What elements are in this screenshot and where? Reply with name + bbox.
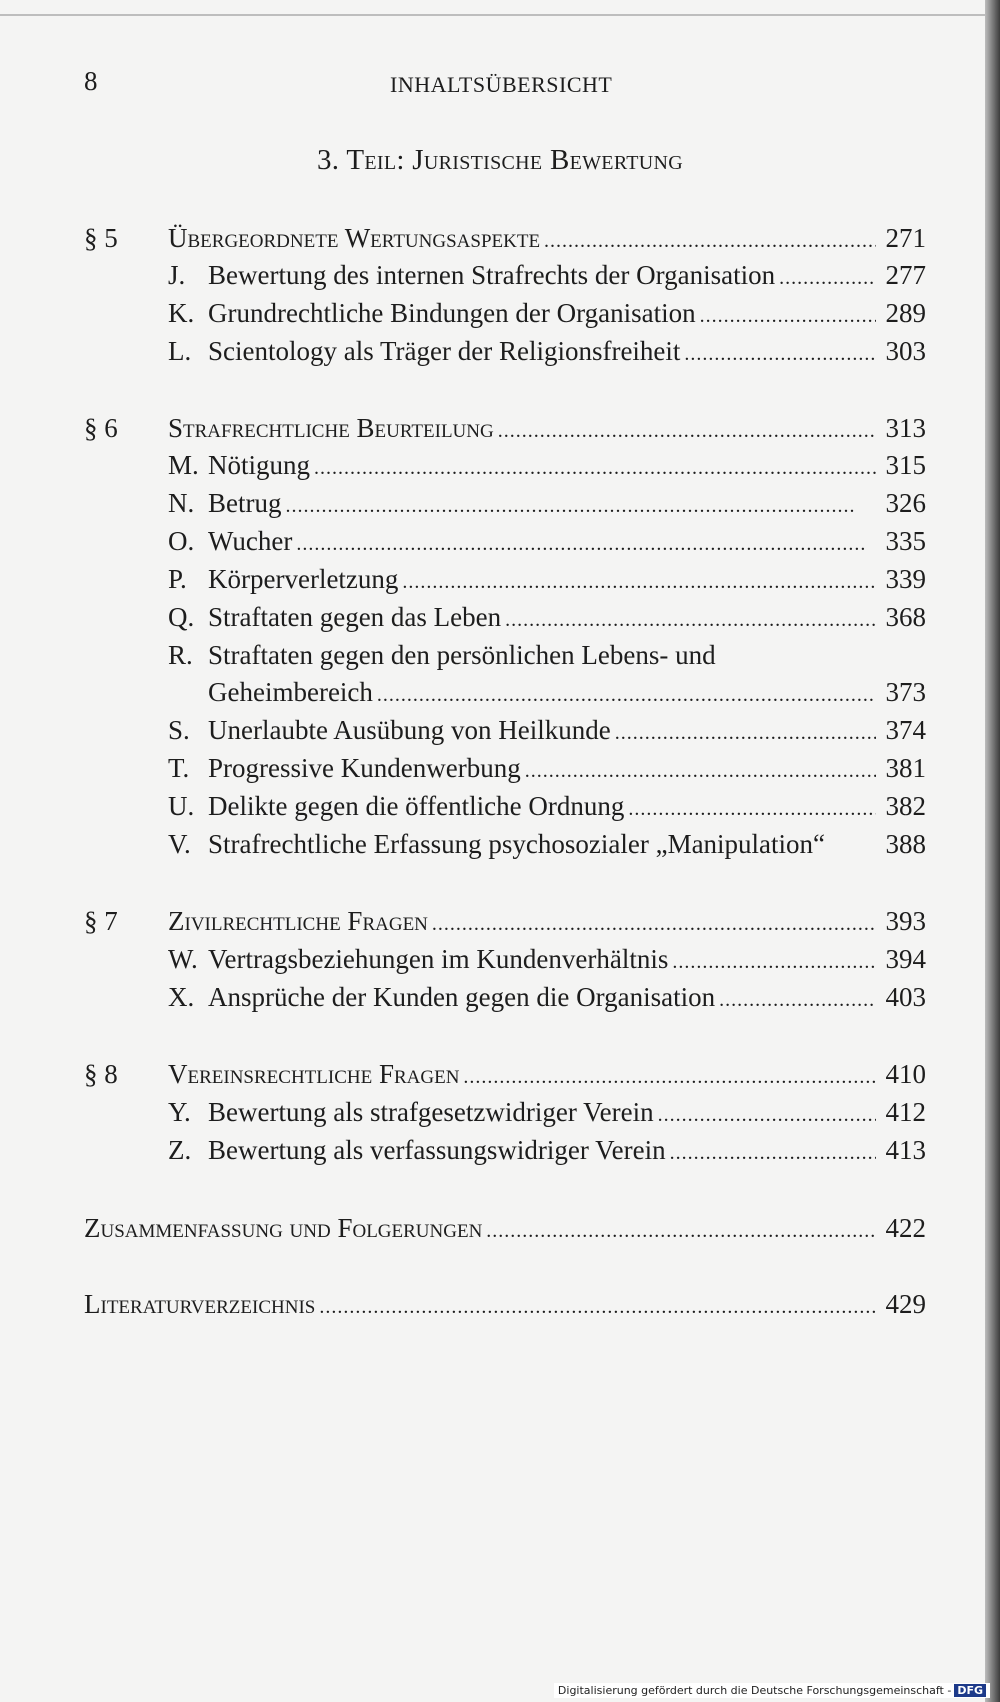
- page-ref: 422: [885, 1213, 926, 1243]
- toc-entry-r-continuation[interactable]: [208, 674, 926, 710]
- page-ref: 326: [885, 488, 926, 518]
- entry-letter: L.: [168, 336, 192, 366]
- page-number: 8: [84, 66, 98, 96]
- page-ref: 388: [885, 829, 926, 859]
- page-ref: 429: [885, 1289, 926, 1319]
- toc-bibliography[interactable]: [84, 1286, 926, 1322]
- page-ref: 313: [885, 413, 926, 443]
- entry-letter: S.: [168, 715, 190, 745]
- entry-letter: T.: [168, 753, 190, 783]
- page-ref: 393: [885, 906, 926, 936]
- section-title: Strafrechtliche Beurteilung: [168, 413, 494, 443]
- leader-dots: [658, 1097, 876, 1133]
- entry-letter: X.: [168, 982, 195, 1012]
- section-symbol: § 5: [84, 223, 118, 253]
- page-ref: 303: [885, 336, 926, 366]
- part-title: 3. Teil: Juristische Bewertung: [316, 144, 684, 176]
- leader-dots: [296, 526, 876, 562]
- page-ref: 382: [885, 791, 926, 821]
- leader-dots: [432, 906, 876, 942]
- leader-dots: [319, 1289, 876, 1325]
- leader-dots: [779, 260, 876, 296]
- leader-dots: [377, 677, 876, 713]
- leader-dots: [525, 753, 876, 789]
- entry-title: Bewertung als verfassungswidriger Verein: [208, 1135, 666, 1165]
- leader-dots: [628, 791, 876, 827]
- leader-dots: [615, 715, 876, 751]
- toc-summary[interactable]: [84, 1210, 926, 1246]
- digitization-footer: [554, 1683, 990, 1698]
- page-ref: 277: [885, 260, 926, 290]
- entry-letter: Y.: [168, 1097, 191, 1127]
- leader-dots: [314, 450, 876, 486]
- toc-entry-z[interactable]: [168, 1132, 926, 1168]
- page-ref: 394: [885, 944, 926, 974]
- toc-entry-p[interactable]: [168, 561, 926, 597]
- entry-title: Ansprüche der Kunden gegen die Organisation: [208, 982, 716, 1012]
- entry-title: Delikte gegen die öffentliche Ordnung: [208, 791, 625, 821]
- toc-section-5[interactable]: [84, 220, 926, 256]
- dfg-logo: DFG: [954, 1684, 986, 1697]
- section-title: Zivilrechtliche Fragen: [168, 906, 428, 936]
- entry-title: Straftaten gegen den persönlichen Lebens- und: [208, 640, 716, 670]
- toc-entry-k[interactable]: [168, 295, 926, 331]
- entry-letter: M.: [168, 450, 199, 480]
- entry-title: Strafrechtliche Erfassung psychosozialer „Manipulation“: [208, 829, 826, 859]
- entry-letter: N.: [168, 488, 195, 518]
- entry-letter: P.: [168, 564, 187, 594]
- toc-entry-q[interactable]: [168, 599, 926, 635]
- toc-section-8[interactable]: [84, 1056, 926, 1092]
- entry-title: Unerlaubte Ausübung von Heilkunde: [208, 715, 611, 745]
- page-ref: 315: [885, 450, 926, 480]
- toc-entry-y[interactable]: [168, 1094, 926, 1130]
- entry-letter: J.: [168, 260, 186, 290]
- page-ref: 412: [885, 1097, 926, 1127]
- entry-letter: W.: [168, 944, 198, 974]
- section-symbol: § 7: [84, 906, 118, 936]
- entry-title: Vertragsbeziehungen im Kundenverhältnis: [208, 944, 669, 974]
- entry-letter: Q.: [168, 602, 195, 632]
- entry-title-continuation: Geheimbereich: [208, 677, 373, 707]
- section-title: Übergeordnete Wertungsaspekte: [168, 223, 541, 253]
- bibliography-title: Literaturverzeichnis: [84, 1289, 316, 1319]
- leader-dots: [463, 1059, 876, 1095]
- leader-dots: [670, 1135, 876, 1171]
- section-symbol: § 6: [84, 413, 118, 443]
- toc-entry-u[interactable]: [168, 788, 926, 824]
- toc-entry-x[interactable]: [168, 979, 926, 1015]
- page-ref: 373: [885, 677, 926, 707]
- leader-dots: [286, 488, 877, 524]
- toc-entry-l[interactable]: [168, 333, 926, 369]
- page-ref: 381: [885, 753, 926, 783]
- toc-entry-m[interactable]: [168, 447, 926, 483]
- page-ref: 271: [885, 223, 926, 253]
- entry-title: Grundrechtliche Bindungen der Organisation: [208, 298, 696, 328]
- entry-letter: V.: [168, 829, 191, 859]
- toc-entry-w[interactable]: [168, 941, 926, 977]
- page-ref: 368: [885, 602, 926, 632]
- toc-section-7[interactable]: [84, 903, 926, 939]
- section-symbol: § 8: [84, 1059, 118, 1089]
- page-ref: 374: [885, 715, 926, 745]
- entry-title: Progressive Kundenwerbung: [208, 753, 521, 783]
- leader-dots: [505, 602, 876, 638]
- toc-entry-o[interactable]: [168, 523, 926, 559]
- entry-title: Scientology als Träger der Religionsfreiheit: [208, 336, 681, 366]
- entry-title: Bewertung als strafgesetzwidriger Verein: [208, 1097, 654, 1127]
- leader-dots: [402, 564, 876, 600]
- page-ref: 339: [885, 564, 926, 594]
- leader-dots: [719, 982, 876, 1018]
- page-ref: 289: [885, 298, 926, 328]
- running-title: INHALTSÜBERSICHT: [390, 72, 613, 97]
- toc-entry-r[interactable]: [168, 637, 926, 673]
- entry-title: Straftaten gegen das Leben: [208, 602, 502, 632]
- page-ref: 403: [885, 982, 926, 1012]
- page-edge-shadow: [985, 0, 1000, 1702]
- leader-dots: [684, 336, 876, 372]
- toc-entry-n[interactable]: [168, 485, 926, 521]
- page-ref: 410: [885, 1059, 926, 1089]
- page-ref: 335: [885, 526, 926, 556]
- top-rule: [0, 14, 985, 16]
- toc-entry-j[interactable]: [168, 257, 926, 293]
- toc-entry-s[interactable]: [168, 712, 926, 748]
- entry-title: Nötigung: [208, 450, 311, 480]
- summary-title: Zusammenfassung und Folgerungen: [84, 1213, 483, 1243]
- entry-letter: R.: [168, 640, 193, 670]
- entry-title: Betrug: [208, 488, 282, 518]
- entry-title: Körperverletzung: [208, 564, 399, 594]
- leader-dots: [544, 223, 876, 259]
- footer-text: Digitalisierung gefördert durch die Deutsche Forschungsgemeinschaft -: [557, 1684, 952, 1697]
- entry-title: Bewertung des internen Strafrechts der Organisation: [208, 260, 776, 290]
- leader-dots: [700, 298, 876, 334]
- entry-letter: O.: [168, 526, 195, 556]
- entry-letter: K.: [168, 298, 195, 328]
- toc-entry-t[interactable]: [168, 750, 926, 786]
- leader-dots: [486, 1213, 876, 1249]
- entry-title: Wucher: [208, 526, 293, 556]
- entry-letter: Z.: [168, 1135, 192, 1165]
- page-ref: 413: [885, 1135, 926, 1165]
- toc-entry-v[interactable]: [168, 826, 926, 862]
- toc-section-6[interactable]: [84, 410, 926, 446]
- leader-dots: [672, 944, 876, 980]
- entry-letter: U.: [168, 791, 195, 821]
- section-title: Vereinsrechtliche Fragen: [168, 1059, 460, 1089]
- leader-dots: [498, 413, 876, 449]
